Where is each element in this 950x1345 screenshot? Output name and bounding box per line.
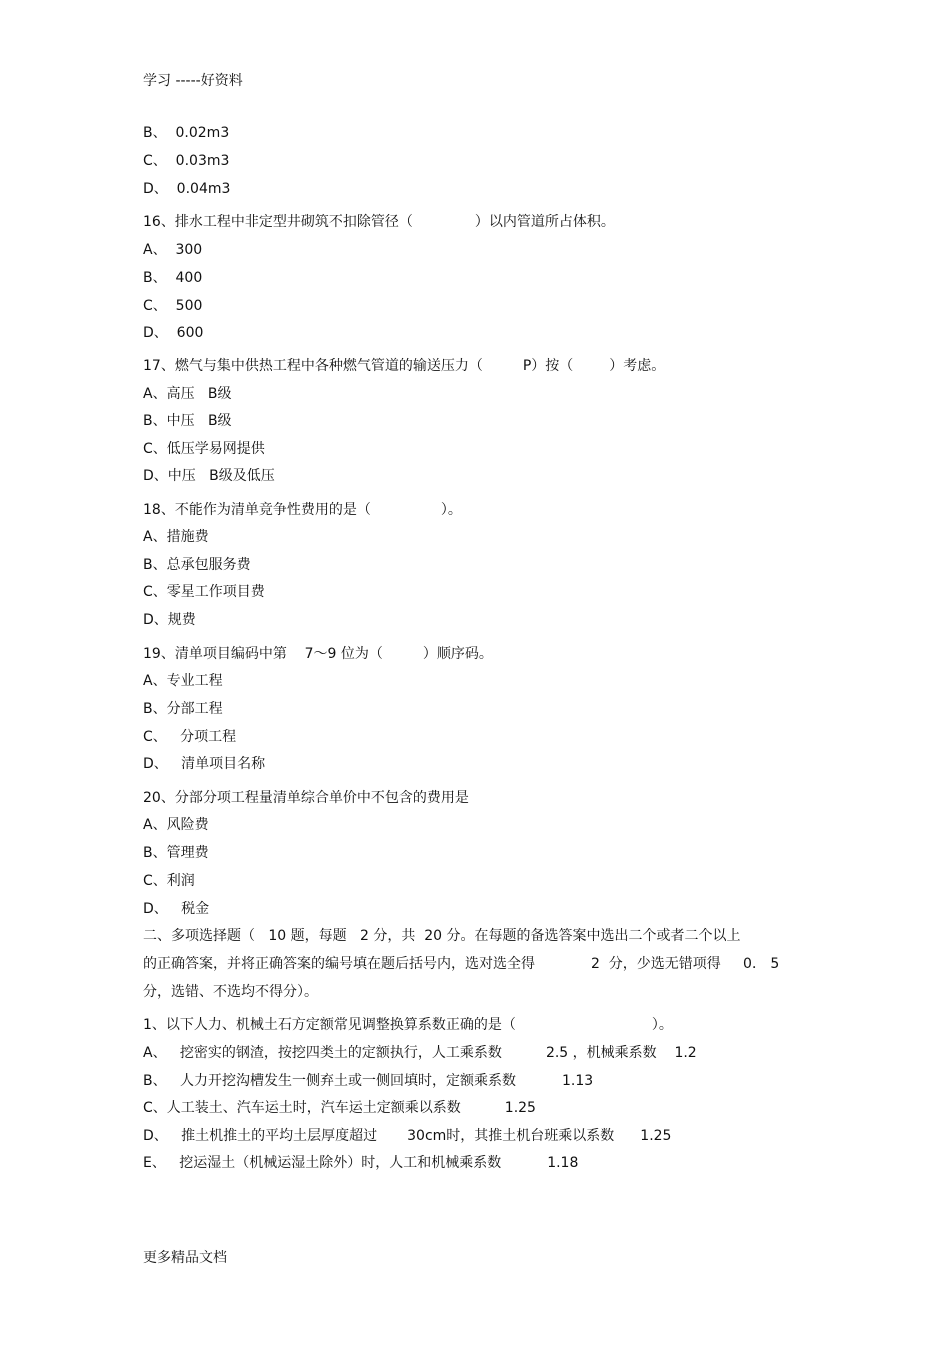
- text-segment: 2.5 ，机械乘系数 1.2: [545, 1045, 697, 1061]
- text-segment: 18、不能作为清单竞争性费用的是（: [143, 502, 371, 518]
- text-line: [143, 672, 223, 690]
- text-line: [143, 900, 209, 918]
- text-line: [143, 645, 493, 663]
- text-segment: E、 挖运湿土（机械运湿土除外）时，人工和机械乘系数: [143, 1155, 502, 1171]
- text-line: [143, 983, 318, 1001]
- text-segment: B、 0.02m3: [143, 125, 230, 141]
- text-line: [143, 385, 232, 403]
- text-segment: C、 0.03m3: [143, 153, 230, 169]
- text-segment: D、规费: [143, 612, 196, 628]
- text-segment: 1.13: [561, 1073, 594, 1089]
- text-segment: ）以内管道所占体积。: [474, 214, 615, 230]
- text-segment: A、高压 B级: [143, 386, 232, 402]
- text-segment: C、低压学易网提供: [143, 441, 265, 457]
- text-line: [143, 269, 202, 287]
- text-segment: B、管理费: [143, 845, 209, 861]
- text-segment: D、 0.04m3: [143, 181, 231, 197]
- text-line: [143, 1044, 697, 1062]
- text-segment: 1.25: [504, 1100, 536, 1116]
- text-segment: C、零星工作项目费: [143, 584, 265, 600]
- text-line: [143, 528, 209, 546]
- text-line: [143, 213, 615, 231]
- text-segment: ）顺序码。: [422, 646, 493, 662]
- text-segment: 19、清单项目编码中第 7～9 位为（: [143, 646, 383, 662]
- text-line: [143, 152, 229, 170]
- text-segment: 1.18: [547, 1155, 579, 1171]
- text-segment: C、人工装土、汽车运土时，汽车运土定额乘以系数: [143, 1100, 461, 1116]
- text-line: [143, 700, 223, 718]
- text-segment: 2 分，少选无错项得 0． 5: [591, 956, 780, 972]
- text-line: [143, 583, 265, 601]
- text-segment: B、 400: [143, 270, 203, 286]
- text-segment: 1、以下人力、机械土石方定额常见调整换算系数正确的是（: [143, 1017, 516, 1033]
- text-segment: B、 人力开挖沟槽发生一侧弃土或一侧回填时，定额乘系数: [143, 1073, 516, 1089]
- text-line: [143, 440, 265, 458]
- text-line: [143, 1016, 673, 1034]
- text-segment: P）按（: [522, 358, 574, 374]
- text-line: [143, 297, 202, 315]
- text-segment: C、利润: [143, 873, 195, 889]
- text-segment: C、 500: [143, 298, 203, 314]
- text-segment: D、中压 B级及低压: [143, 468, 275, 484]
- text-line: [143, 180, 230, 198]
- text-line: [143, 1072, 593, 1090]
- text-line: [143, 467, 275, 485]
- text-segment: 16、排水工程中非定型井砌筑不扣除管径（: [143, 214, 413, 230]
- text-line: [143, 412, 232, 430]
- text-segment: 二、多项选择题（ 10 题，每题 2 分，共 20 分。在每题的备选答案中选出二个或者二个以上: [143, 928, 741, 944]
- text-line: [143, 241, 202, 259]
- text-segment: D、 推土机推土的平均土层厚度超过: [143, 1128, 378, 1144]
- text-segment: A、 挖密实的钢渣，按挖四类土的定额执行，人工乘系数: [143, 1045, 502, 1061]
- text-segment: D、 税金: [143, 901, 210, 917]
- text-line: [143, 324, 203, 342]
- text-segment: 的正确答案，并将正确答案的编号填在题后括号内，选对选全得: [143, 956, 535, 972]
- text-segment: B、分部工程: [143, 701, 223, 717]
- text-segment: A、措施费: [143, 529, 209, 545]
- text-segment: D、 清单项目名称: [143, 756, 266, 772]
- text-segment: 20、分部分项工程量清单综合单价中不包含的费用是: [143, 790, 469, 806]
- text-segment: C、 分项工程: [143, 729, 237, 745]
- page-header: 学习 -----好资料: [143, 73, 243, 89]
- text-segment: 30cm时，其推土机台班乘以系数: [407, 1128, 615, 1144]
- text-segment: ）。: [440, 502, 462, 518]
- text-line: [143, 1127, 671, 1145]
- text-line: [143, 1099, 536, 1117]
- text-segment: 17、燃气与集中供热工程中各种燃气管道的输送压力（: [143, 358, 483, 374]
- text-line: [143, 955, 779, 973]
- text-line: [143, 124, 229, 142]
- text-segment: 分，选错、不选均不得分）。: [143, 984, 318, 1000]
- text-line: [143, 501, 462, 519]
- text-line: [143, 872, 195, 890]
- text-line: [143, 755, 265, 773]
- text-line: [143, 556, 251, 574]
- text-line: [143, 728, 236, 746]
- page-footer: 更多精品文档: [143, 1250, 227, 1266]
- text-segment: A、专业工程: [143, 673, 223, 689]
- text-segment: B、中压 B级: [143, 413, 232, 429]
- text-line: [143, 789, 469, 807]
- text-segment: A、 300: [143, 242, 203, 258]
- text-line: [143, 1154, 578, 1172]
- text-segment: D、 600: [143, 325, 204, 341]
- text-segment: ）考虑。: [609, 358, 666, 374]
- text-line: [143, 357, 665, 375]
- text-line: [143, 816, 209, 834]
- text-line: [143, 844, 209, 862]
- text-segment: B、总承包服务费: [143, 557, 251, 573]
- text-segment: A、风险费: [143, 817, 209, 833]
- text-segment: 1.25: [640, 1128, 672, 1144]
- text-line: [143, 611, 196, 629]
- text-line: [143, 927, 741, 945]
- text-segment: ）。: [651, 1017, 673, 1033]
